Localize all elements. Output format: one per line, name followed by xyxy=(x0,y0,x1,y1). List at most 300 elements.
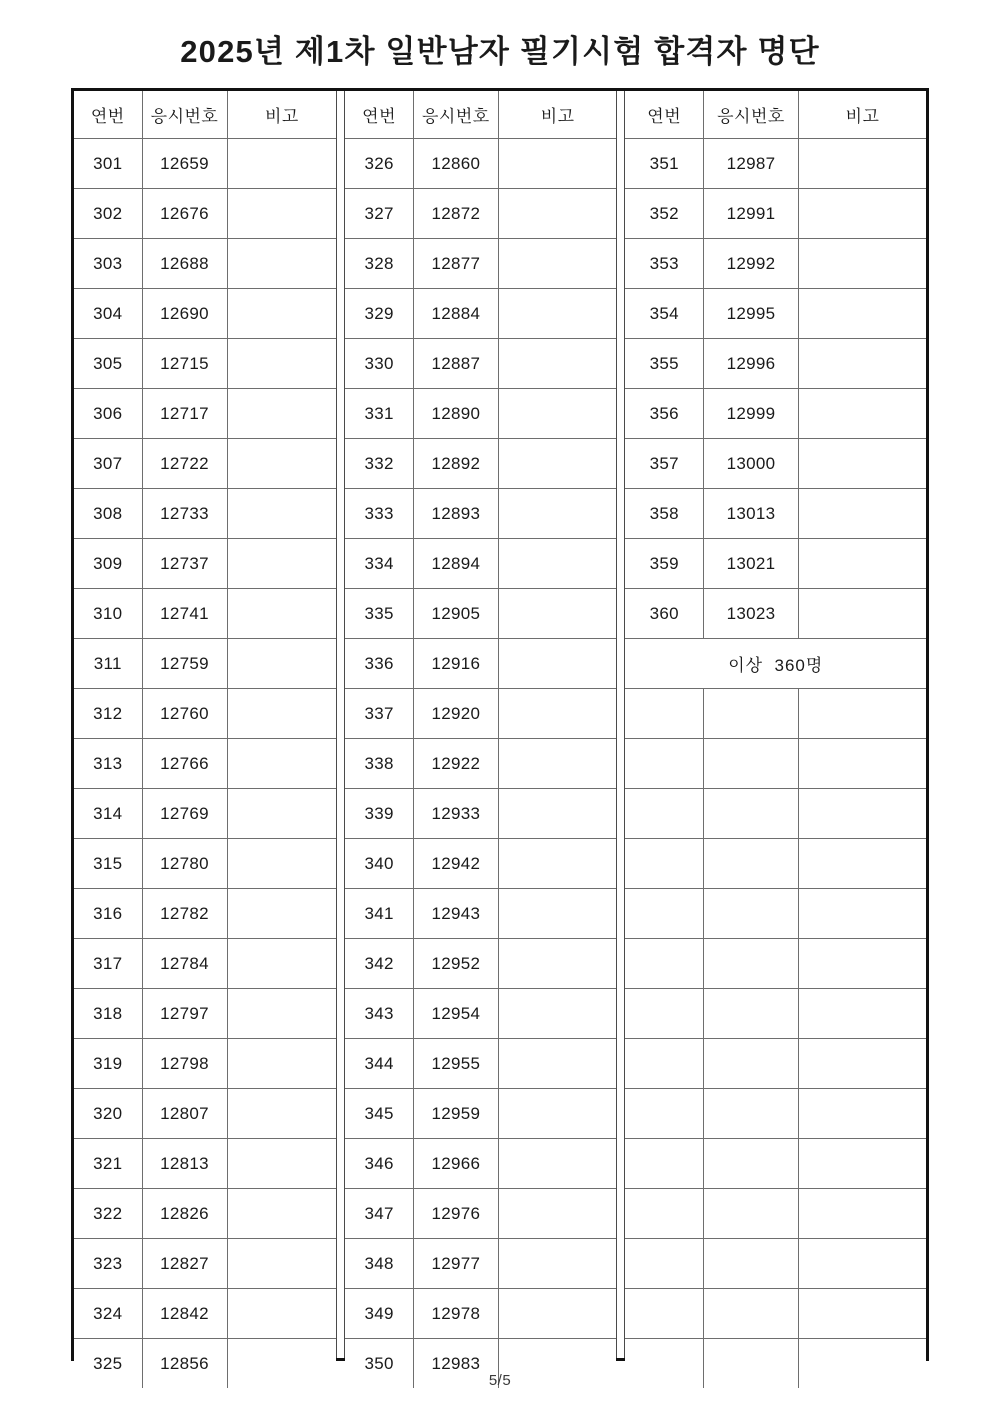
cell-exam-no: 12760 xyxy=(142,689,227,739)
cell-note xyxy=(227,439,336,489)
column-group-3 xyxy=(625,91,926,1358)
cell-seq: 348 xyxy=(345,1239,413,1289)
cell-seq: 315 xyxy=(74,839,142,889)
cell-exam-no: 12659 xyxy=(142,139,227,189)
cell-note xyxy=(227,1289,336,1339)
cell-exam-no: 12782 xyxy=(142,889,227,939)
cell-exam-no: 12992 xyxy=(703,239,798,289)
table-row xyxy=(74,989,336,1039)
cell-seq: 333 xyxy=(345,489,413,539)
cell-note xyxy=(227,1039,336,1089)
table-row xyxy=(74,289,336,339)
cell-note xyxy=(227,289,336,339)
table-row xyxy=(345,889,616,939)
cell-note xyxy=(798,189,926,239)
table-row-empty xyxy=(625,939,926,989)
cell-exam-no: 12722 xyxy=(142,439,227,489)
cell-seq: 316 xyxy=(74,889,142,939)
table-row xyxy=(74,1089,336,1139)
column-group-1 xyxy=(74,91,336,1373)
cell-exam-no: 12943 xyxy=(413,889,498,939)
cell-exam-no: 12766 xyxy=(142,739,227,789)
cell-seq: 337 xyxy=(345,689,413,739)
table-row xyxy=(625,589,926,639)
cell-seq: 325 xyxy=(74,1339,142,1389)
cell-seq: 318 xyxy=(74,989,142,1039)
page-number: 5/5 xyxy=(488,1372,512,1389)
table-row xyxy=(625,139,926,189)
cell-seq: 326 xyxy=(345,139,413,189)
cell-note xyxy=(498,189,616,239)
cell-note xyxy=(798,1039,926,1089)
cell-exam-no: 12717 xyxy=(142,389,227,439)
table-row xyxy=(74,1289,336,1339)
cell-exam-no: 12987 xyxy=(703,139,798,189)
table-row xyxy=(74,789,336,839)
cell-exam-no: 12983 xyxy=(413,1339,498,1389)
table-row xyxy=(345,1189,616,1239)
table-row xyxy=(345,1039,616,1089)
cell-seq: 341 xyxy=(345,889,413,939)
cell-exam-no: 12884 xyxy=(413,289,498,339)
cell-seq: 340 xyxy=(345,839,413,889)
cell-exam-no: 12737 xyxy=(142,539,227,589)
cell-exam-no xyxy=(703,889,798,939)
table-row xyxy=(345,939,616,989)
cell-exam-no: 12933 xyxy=(413,789,498,839)
cell-seq: 328 xyxy=(345,239,413,289)
cell-note xyxy=(798,1289,926,1339)
cell-note xyxy=(227,689,336,739)
table-row xyxy=(74,1189,336,1239)
table-row xyxy=(345,389,616,439)
cell-seq: 360 xyxy=(625,589,703,639)
cell-exam-no: 12797 xyxy=(142,989,227,1039)
group-1-grid xyxy=(74,91,336,1388)
group-2-body xyxy=(345,139,616,1389)
table-row xyxy=(74,589,336,639)
cell-seq: 359 xyxy=(625,539,703,589)
cell-exam-no: 13023 xyxy=(703,589,798,639)
table-row xyxy=(74,639,336,689)
cell-exam-no xyxy=(703,1189,798,1239)
cell-exam-no xyxy=(703,739,798,789)
cell-note xyxy=(227,989,336,1039)
cell-exam-no: 12959 xyxy=(413,1089,498,1139)
cell-note xyxy=(498,289,616,339)
cell-note xyxy=(227,589,336,639)
cell-exam-no: 12996 xyxy=(703,339,798,389)
cell-note xyxy=(498,939,616,989)
table-row xyxy=(74,489,336,539)
cell-seq: 330 xyxy=(345,339,413,389)
table-row xyxy=(74,939,336,989)
cell-note xyxy=(798,1189,926,1239)
table-row xyxy=(345,1089,616,1139)
table-row xyxy=(345,289,616,339)
cell-seq: 356 xyxy=(625,389,703,439)
table-row-empty xyxy=(625,889,926,939)
cell-seq: 342 xyxy=(345,939,413,989)
cell-note xyxy=(227,339,336,389)
cell-exam-no: 12976 xyxy=(413,1189,498,1239)
table-row xyxy=(345,1289,616,1339)
table-header-row xyxy=(625,91,926,139)
cell-exam-no: 12676 xyxy=(142,189,227,239)
column-group-2 xyxy=(345,91,616,1373)
cell-seq: 331 xyxy=(345,389,413,439)
cell-seq: 306 xyxy=(74,389,142,439)
page-title: 2025년 제1차 일반남자 필기시험 합격자 명단 xyxy=(180,34,820,69)
cell-note xyxy=(227,789,336,839)
cell-exam-no: 12784 xyxy=(142,939,227,989)
cell-seq: 314 xyxy=(74,789,142,839)
table-row xyxy=(345,689,616,739)
cell-exam-no xyxy=(703,1239,798,1289)
table-row-empty xyxy=(625,789,926,839)
cell-note xyxy=(798,839,926,889)
table-row xyxy=(625,239,926,289)
cell-exam-no xyxy=(703,839,798,889)
table-row xyxy=(345,739,616,789)
cell-note xyxy=(227,1139,336,1189)
cell-seq: 307 xyxy=(74,439,142,489)
header-exam-no: 응시번호 xyxy=(413,91,498,139)
header-note: 비고 xyxy=(798,91,926,139)
cell-note xyxy=(227,939,336,989)
cell-exam-no: 12690 xyxy=(142,289,227,339)
table-column-groups xyxy=(74,91,926,1373)
cell-seq xyxy=(625,1039,703,1089)
cell-exam-no: 12922 xyxy=(413,739,498,789)
cell-note xyxy=(498,839,616,889)
group-separator-2 xyxy=(616,91,625,1358)
table-row xyxy=(74,389,336,439)
table-row-empty xyxy=(625,1189,926,1239)
cell-seq: 308 xyxy=(74,489,142,539)
cell-exam-no: 12977 xyxy=(413,1239,498,1289)
cell-exam-no xyxy=(703,789,798,839)
header-exam-no: 응시번호 xyxy=(142,91,227,139)
cell-note xyxy=(798,239,926,289)
cell-exam-no xyxy=(703,1289,798,1339)
cell-note xyxy=(498,889,616,939)
table-row xyxy=(74,889,336,939)
table-row-empty xyxy=(625,1239,926,1289)
table-row xyxy=(74,339,336,389)
cell-seq: 309 xyxy=(74,539,142,589)
cell-exam-no: 13000 xyxy=(703,439,798,489)
cell-exam-no: 12952 xyxy=(413,939,498,989)
cell-exam-no: 12860 xyxy=(413,139,498,189)
table-row xyxy=(74,689,336,739)
group-3-grid xyxy=(625,91,926,1388)
cell-exam-no xyxy=(703,939,798,989)
table-row xyxy=(345,489,616,539)
cell-exam-no xyxy=(703,1089,798,1139)
table-row-empty xyxy=(625,1039,926,1089)
cell-exam-no: 12872 xyxy=(413,189,498,239)
cell-note xyxy=(227,1239,336,1289)
cell-seq: 350 xyxy=(345,1339,413,1389)
table-row xyxy=(345,539,616,589)
cell-exam-no: 12894 xyxy=(413,539,498,589)
cell-exam-no: 12916 xyxy=(413,639,498,689)
cell-seq: 349 xyxy=(345,1289,413,1339)
cell-exam-no: 12942 xyxy=(413,839,498,889)
cell-note xyxy=(798,889,926,939)
table-row-empty xyxy=(625,989,926,1039)
cell-note xyxy=(798,389,926,439)
table-row-empty xyxy=(625,689,926,739)
cell-seq xyxy=(625,889,703,939)
header-seq: 연번 xyxy=(74,91,142,139)
table-row-empty xyxy=(625,739,926,789)
cell-seq: 351 xyxy=(625,139,703,189)
cell-note xyxy=(227,239,336,289)
cell-seq: 353 xyxy=(625,239,703,289)
cell-exam-no: 13013 xyxy=(703,489,798,539)
cell-exam-no xyxy=(703,989,798,1039)
table-row xyxy=(345,589,616,639)
cell-exam-no: 12890 xyxy=(413,389,498,439)
cell-note xyxy=(227,739,336,789)
cell-seq xyxy=(625,989,703,1039)
cell-exam-no: 12905 xyxy=(413,589,498,639)
table-row xyxy=(74,1139,336,1189)
cell-exam-no: 12827 xyxy=(142,1239,227,1289)
cell-seq: 339 xyxy=(345,789,413,839)
cell-note xyxy=(498,639,616,689)
table-row xyxy=(74,189,336,239)
table-row xyxy=(345,1139,616,1189)
cell-note xyxy=(498,689,616,739)
header-note: 비고 xyxy=(227,91,336,139)
table-row xyxy=(625,339,926,389)
cell-exam-no: 12920 xyxy=(413,689,498,739)
cell-exam-no xyxy=(703,1139,798,1189)
total-count-cell: 이상 360명 xyxy=(625,639,926,689)
cell-seq: 320 xyxy=(74,1089,142,1139)
cell-note xyxy=(227,889,336,939)
cell-seq: 345 xyxy=(345,1089,413,1139)
cell-seq: 319 xyxy=(74,1039,142,1089)
cell-exam-no: 12842 xyxy=(142,1289,227,1339)
cell-note xyxy=(498,1139,616,1189)
table-row xyxy=(625,489,926,539)
cell-seq: 344 xyxy=(345,1039,413,1089)
group-3-body xyxy=(625,139,926,1389)
cell-note xyxy=(498,739,616,789)
cell-note xyxy=(798,289,926,339)
cell-exam-no: 12877 xyxy=(413,239,498,289)
cell-note xyxy=(498,989,616,1039)
cell-exam-no: 12893 xyxy=(413,489,498,539)
table-row xyxy=(345,139,616,189)
cell-seq: 304 xyxy=(74,289,142,339)
cell-note xyxy=(798,939,926,989)
cell-seq xyxy=(625,939,703,989)
table-row xyxy=(74,839,336,889)
cell-exam-no: 12999 xyxy=(703,389,798,439)
cell-note xyxy=(498,589,616,639)
cell-seq: 321 xyxy=(74,1139,142,1189)
cell-seq: 346 xyxy=(345,1139,413,1189)
cell-note xyxy=(227,639,336,689)
table-row-empty xyxy=(625,839,926,889)
cell-seq: 347 xyxy=(345,1189,413,1239)
cell-exam-no: 12955 xyxy=(413,1039,498,1089)
table-total-row xyxy=(625,639,926,689)
header-exam-no: 응시번호 xyxy=(703,91,798,139)
group-1-body xyxy=(74,139,336,1389)
cell-note xyxy=(227,189,336,239)
cell-seq: 338 xyxy=(345,739,413,789)
cell-exam-no: 12741 xyxy=(142,589,227,639)
cell-seq xyxy=(625,1289,703,1339)
cell-exam-no: 12769 xyxy=(142,789,227,839)
table-row-empty xyxy=(625,1089,926,1139)
cell-seq xyxy=(625,1189,703,1239)
cell-note xyxy=(498,439,616,489)
cell-note xyxy=(498,539,616,589)
cell-note xyxy=(798,589,926,639)
cell-seq: 358 xyxy=(625,489,703,539)
cell-note xyxy=(798,539,926,589)
cell-note xyxy=(227,1189,336,1239)
cell-seq: 305 xyxy=(74,339,142,389)
cell-note xyxy=(498,389,616,439)
table-row xyxy=(625,289,926,339)
cell-seq: 324 xyxy=(74,1289,142,1339)
cell-exam-no: 12887 xyxy=(413,339,498,389)
header-seq: 연번 xyxy=(625,91,703,139)
cell-exam-no: 12856 xyxy=(142,1339,227,1389)
cell-exam-no: 12813 xyxy=(142,1139,227,1189)
cell-seq: 329 xyxy=(345,289,413,339)
cell-note xyxy=(498,1239,616,1289)
cell-note xyxy=(227,489,336,539)
cell-note xyxy=(498,339,616,389)
table-row xyxy=(345,839,616,889)
cell-note xyxy=(498,1089,616,1139)
cell-seq: 317 xyxy=(74,939,142,989)
cell-seq: 322 xyxy=(74,1189,142,1239)
table-row xyxy=(345,439,616,489)
cell-note xyxy=(227,389,336,439)
table-row xyxy=(345,989,616,1039)
cell-note xyxy=(498,1039,616,1089)
table-row xyxy=(625,389,926,439)
table-row xyxy=(625,539,926,589)
cell-seq: 303 xyxy=(74,239,142,289)
group-2-grid xyxy=(345,91,616,1388)
cell-exam-no xyxy=(703,1039,798,1089)
cell-note xyxy=(798,689,926,739)
header-seq: 연번 xyxy=(345,91,413,139)
cell-seq: 343 xyxy=(345,989,413,1039)
cell-note xyxy=(798,739,926,789)
table-header-row xyxy=(345,91,616,139)
cell-note xyxy=(798,1139,926,1189)
table-row xyxy=(345,789,616,839)
table-row xyxy=(74,739,336,789)
cell-seq xyxy=(625,739,703,789)
cell-seq: 352 xyxy=(625,189,703,239)
cell-seq: 311 xyxy=(74,639,142,689)
cell-note xyxy=(798,1089,926,1139)
cell-exam-no: 12798 xyxy=(142,1039,227,1089)
table-row xyxy=(345,189,616,239)
table-row xyxy=(74,539,336,589)
cell-note xyxy=(498,1289,616,1339)
cell-exam-no: 12954 xyxy=(413,989,498,1039)
cell-exam-no: 12991 xyxy=(703,189,798,239)
cell-seq xyxy=(625,1139,703,1189)
cell-seq: 357 xyxy=(625,439,703,489)
cell-seq: 336 xyxy=(345,639,413,689)
cell-seq: 327 xyxy=(345,189,413,239)
cell-note xyxy=(798,139,926,189)
cell-note xyxy=(227,139,336,189)
cell-note xyxy=(798,989,926,1039)
cell-note xyxy=(798,439,926,489)
cell-exam-no: 12966 xyxy=(413,1139,498,1189)
cell-seq: 332 xyxy=(345,439,413,489)
header-note: 비고 xyxy=(498,91,616,139)
cell-seq: 302 xyxy=(74,189,142,239)
cell-exam-no: 12892 xyxy=(413,439,498,489)
cell-note xyxy=(798,789,926,839)
cell-exam-no: 12826 xyxy=(142,1189,227,1239)
cell-note xyxy=(498,789,616,839)
table-row xyxy=(345,339,616,389)
cell-seq: 313 xyxy=(74,739,142,789)
cell-seq xyxy=(625,689,703,739)
cell-note xyxy=(498,139,616,189)
cell-seq xyxy=(625,789,703,839)
cell-seq xyxy=(625,1089,703,1139)
cell-seq: 335 xyxy=(345,589,413,639)
cell-seq: 323 xyxy=(74,1239,142,1289)
cell-seq: 310 xyxy=(74,589,142,639)
cell-exam-no: 12688 xyxy=(142,239,227,289)
cell-note xyxy=(227,539,336,589)
cell-note xyxy=(798,489,926,539)
table-row xyxy=(345,239,616,289)
pass-list-table xyxy=(71,88,929,1373)
cell-exam-no: 12995 xyxy=(703,289,798,339)
table-row xyxy=(74,1239,336,1289)
table-row xyxy=(74,139,336,189)
cell-seq xyxy=(625,839,703,889)
table-row xyxy=(74,239,336,289)
cell-seq: 301 xyxy=(74,139,142,189)
cell-note xyxy=(498,239,616,289)
cell-exam-no: 13021 xyxy=(703,539,798,589)
table-row xyxy=(345,639,616,689)
table-row xyxy=(74,1039,336,1089)
cell-seq: 334 xyxy=(345,539,413,589)
table-row-empty xyxy=(625,1289,926,1339)
table-header-row xyxy=(74,91,336,139)
cell-exam-no: 12715 xyxy=(142,339,227,389)
table-row xyxy=(625,439,926,489)
cell-note xyxy=(227,1089,336,1139)
group-separator-1 xyxy=(336,91,345,1358)
cell-note xyxy=(227,839,336,889)
cell-seq: 354 xyxy=(625,289,703,339)
